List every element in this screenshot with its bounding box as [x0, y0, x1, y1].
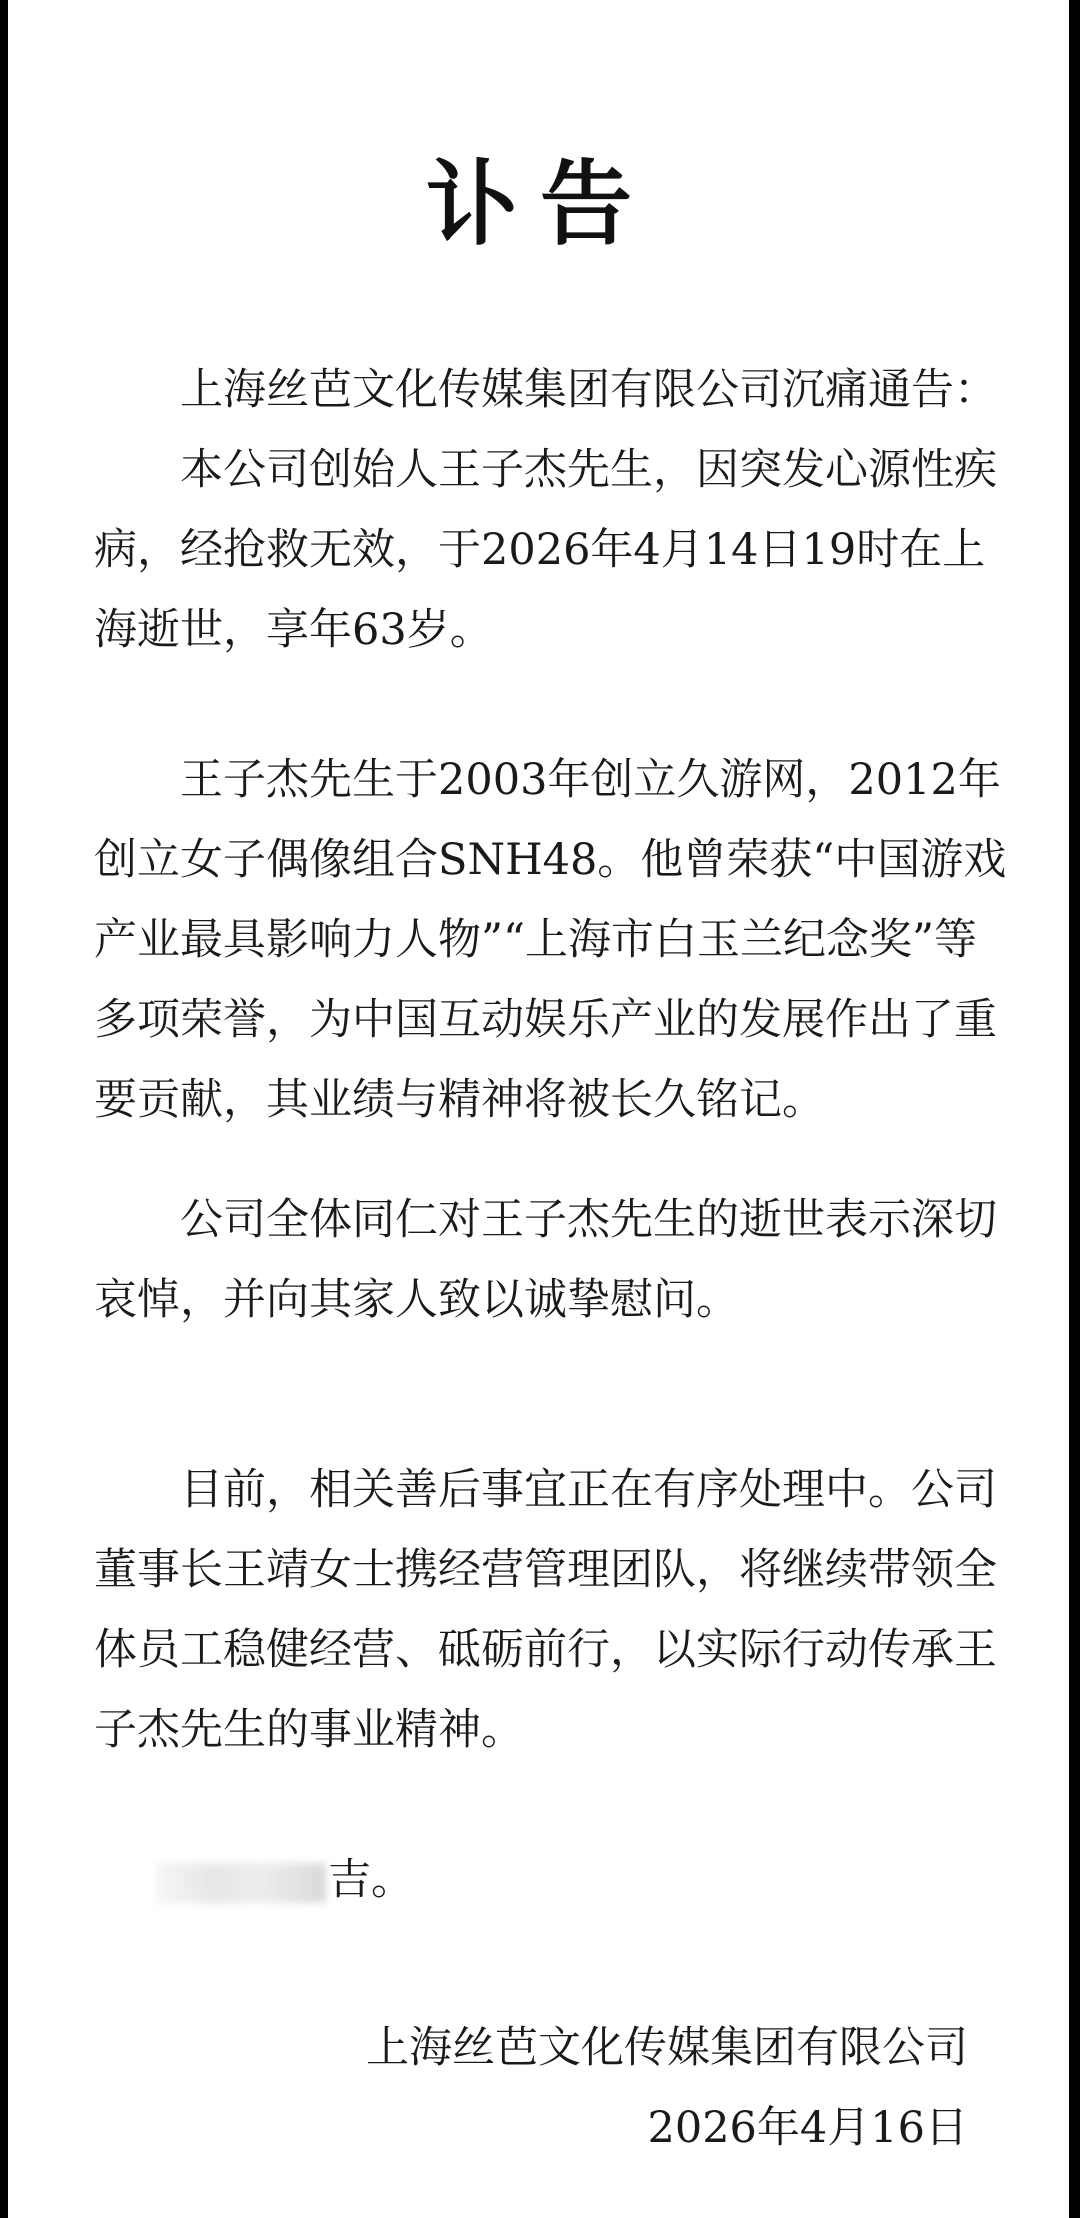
signature-company: 上海丝芭文化传媒集团有限公司: [366, 2023, 968, 2073]
closing-line: [156, 1840, 414, 1920]
paragraph-2: 王子杰先生于2003年创立久游网，2012年创立女子偶像组合SNH48。他曾荣获“中国游戏产业最具影响力人物”“上海市白玉兰纪念奖”等多项荣誉，为中国互动娱乐产业的发展作出了重要贡献，其业绩与精神将被长久铭记。: [94, 755, 1007, 1125]
left-border: [0, 0, 8, 2218]
blurred-text-region: [156, 1863, 326, 1903]
closing-text: 吉。: [328, 1855, 414, 1905]
paragraph-3: 公司全体同仁对王子杰先生的逝世表示深切哀悼，并向其家人致以诚挚慰问。: [94, 1195, 997, 1325]
paragraph-4: 目前，相关善后事宜正在有序处理中。公司董事长王靖女士携经营管理团队，将继续带领全体员工稳健经营、砥砺前行，以实际行动传承王子杰先生的事业精神。: [94, 1465, 997, 1755]
paragraph-1: 本公司创始人王子杰先生，因突发心源性疾病，经抢救无效，于2026年4月14日19时在上海逝世，享年63岁。: [94, 445, 997, 655]
signature-date: 2026年4月16日: [647, 2103, 968, 2153]
right-border: [1069, 0, 1080, 2218]
page-title: 讣告: [425, 151, 654, 258]
greeting-line: 上海丝芭文化传媒集团有限公司沉痛通告：: [180, 365, 997, 415]
